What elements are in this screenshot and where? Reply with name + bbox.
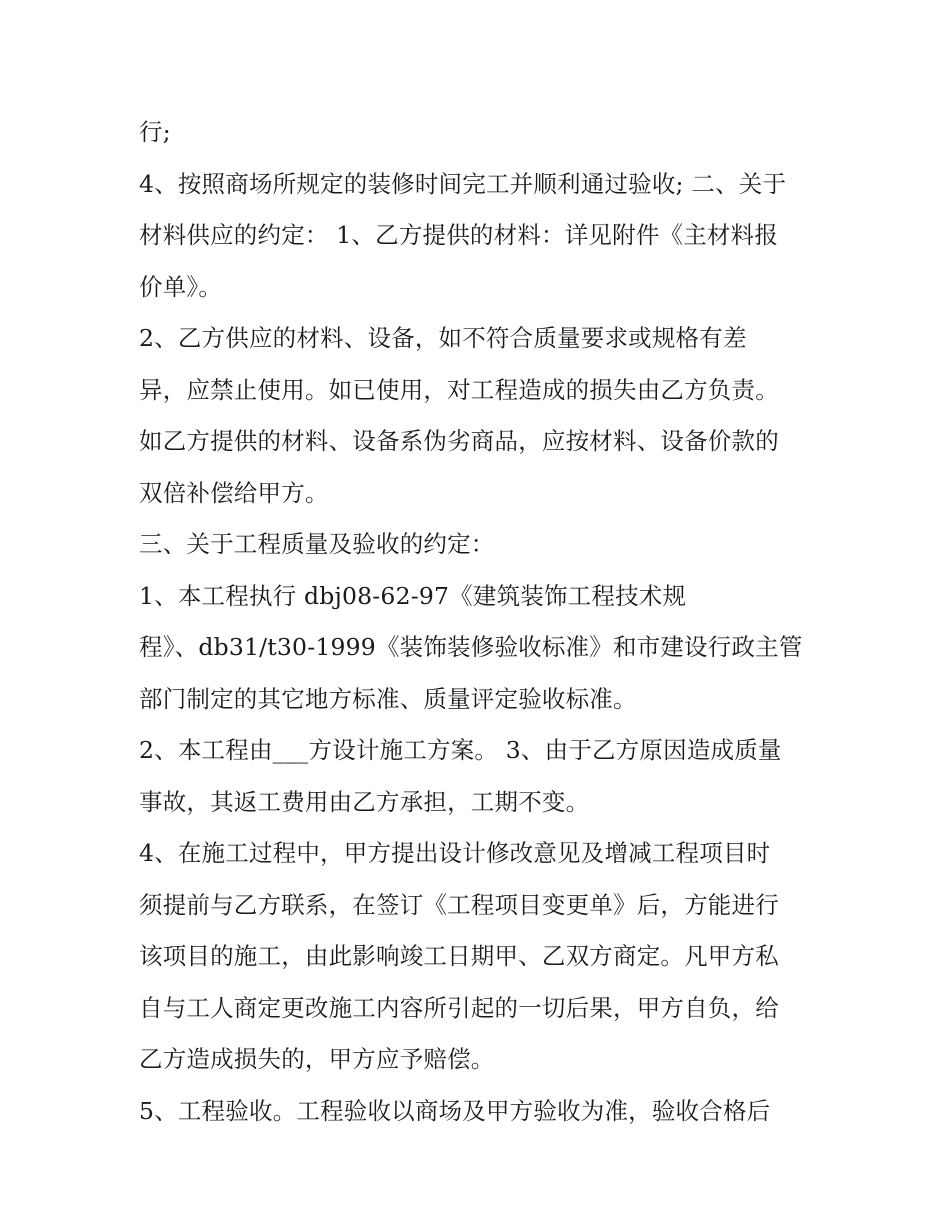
text-line: 2、本工程由___方设计施工方案。 3、由于乙方原因造成质量 (139, 736, 782, 764)
paragraph-item-1-standards (139, 571, 819, 726)
text-line: 部门制定的其它地方标准、质量评定验收标准。 (139, 684, 637, 713)
text-line: 异，应禁止使用。如已使用，对工程造成的损失由乙方负责。 (139, 375, 779, 404)
section-heading: 三、关于工程质量及验收的约定： (139, 530, 495, 558)
text-line: 如乙方提供的材料、设备系伪劣商品，应按材料、设备价款的 (139, 427, 779, 455)
paragraph-item-2-materials (139, 313, 819, 519)
text-line: 价单》。 (139, 272, 223, 301)
text-line: 5、工程验收。工程验收以商场及甲方验收为准，验收合格后 (139, 1096, 771, 1125)
text-line: 行; (139, 118, 171, 146)
text-line: 4、在施工过程中，甲方提出设计修改意见及增减工程项目时 (139, 839, 771, 867)
text-line: 双倍补偿给甲方。 (139, 478, 329, 507)
text-line: 自与工人商定更改施工内容所引起的一切后果，甲方自负，给 (139, 993, 779, 1022)
text-line: 2、乙方供应的材料、设备，如不符合质量要求或规格有差 (139, 324, 747, 352)
text-line: 该项目的施工，由此影响竣工日期甲、乙双方商定。凡甲方私 (139, 942, 779, 970)
text-line: 事故，其返工费用由乙方承担，工期不变。 (139, 787, 590, 816)
paragraph-item-4-changes (139, 828, 819, 1086)
text-line: 程》、db31/t30-1999《装饰装修验收标准》和市建设行政主管 (139, 633, 803, 661)
section-heading-quality (139, 519, 819, 571)
text-line: 1、本工程执行 dbj08-62-97《建筑装饰工程技术规 (139, 581, 687, 610)
paragraph-item-5-acceptance (139, 1086, 819, 1138)
text-line: 须提前与乙方联系，在签订《工程项目变更单》后，方能进行 (139, 890, 779, 919)
document-body (139, 107, 819, 1137)
text-line: 材料供应的约定： 1、乙方提供的材料：详见附件《主材料报 (139, 221, 779, 249)
text-line: 4、按照商场所规定的装修时间完工并顺利通过验收; 二、关于 (139, 169, 787, 198)
paragraph-item-4-material-supply (139, 159, 819, 314)
paragraph-item-2-design (139, 725, 819, 828)
paragraph-continuation (139, 107, 819, 159)
text-line: 乙方造成损失的，甲方应予赔偿。 (139, 1045, 495, 1073)
